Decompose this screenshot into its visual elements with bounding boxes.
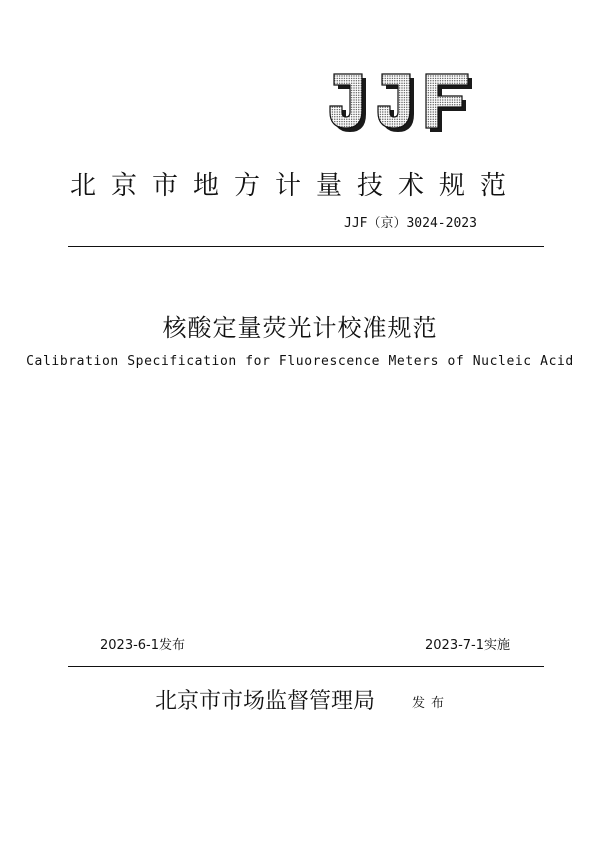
standard-number: JJF（京）3024-2023: [344, 216, 477, 231]
publisher-name: 北京市市场监督管理局: [155, 689, 376, 714]
publish-label: 发布: [412, 696, 451, 711]
title-english: Calibration Specification for Fluorescence Meters of Nucleic Acid: [26, 354, 574, 369]
bottom-divider: [68, 666, 544, 667]
top-divider: [68, 246, 544, 247]
title-chinese: 核酸定量荧光计校准规范: [162, 314, 438, 342]
effective-date: 2023-7-1实施: [425, 638, 511, 653]
standard-category: 北京市地方计量技术规范: [70, 171, 522, 201]
jjf-logo: [324, 70, 476, 134]
issue-date: 2023-6-1发布: [100, 638, 186, 653]
